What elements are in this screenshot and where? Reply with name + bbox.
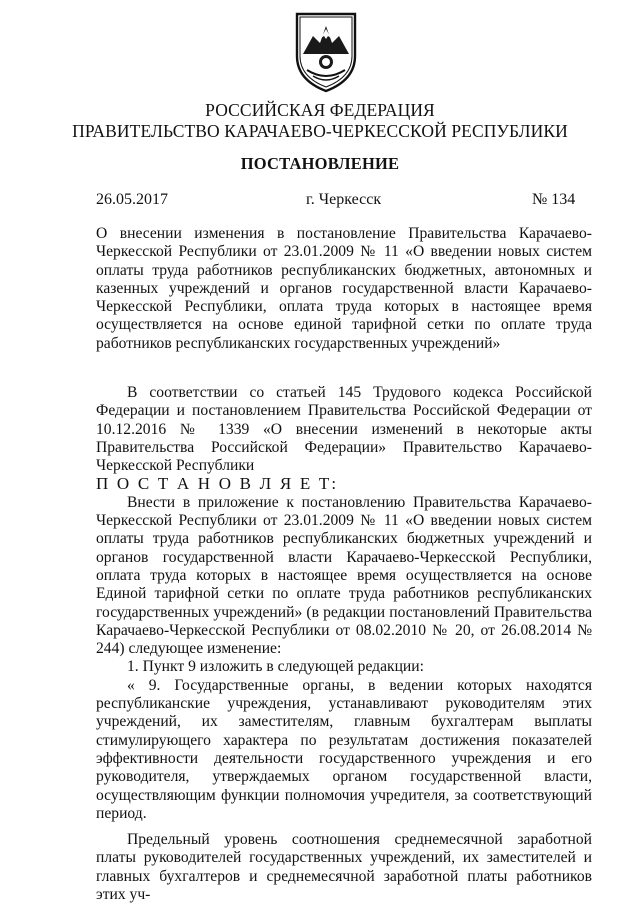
document-title: ПОСТАНОВЛЕНИЕ xyxy=(240,154,400,173)
amendment-paragraph: Внести в приложение к постановлению Правительства Карачаево-Черкесской Республики от 23.01.2009 № 11 «О введении новых систем оплаты труда работников республиканских бюджетных учреждений и органов государственной власти Карачаево-Черкесской Республики, оплата труда которых в настоящее время осуществляется на основе Единой тарифной сетки по оплате труда работников республиканских государственных учреждений» (в редакции постановлений Правительства Карачаево-Черкесской Республики от 08.02.2010 № 20, от 26.08.2014 № 244) следующее изменение: xyxy=(96,493,592,658)
subject-paragraph xyxy=(96,225,592,353)
government-header: ПРАВИТЕЛЬСТВО КАРАЧАЕВО-ЧЕРКЕССКОЙ РЕСПУБЛИКИ xyxy=(72,121,568,141)
document-city: г. Черкесск xyxy=(306,191,382,208)
quoted-clause-9: « 9. Государственные органы, в ведении которых находятся республиканские учреждения, устанавливают руководителям этих учреждений, их заместителям, главным бухгалтерам выплаты стимулирующего характера по результатам достижения показателей эффективности деятельности государственного учреждения и его руководителя, утверждаемых органом государственной власти, осуществляющим функции полномочия учредителя, за соответствующий период. xyxy=(96,676,592,822)
preamble-paragraph: В соответствии со статьей 145 Трудового кодекса Российской Федерации и постановлением Правительства Российской Федерации от 10.12.2016 № 1339 «О внесении изменений в некоторые акты Правительства Российской Федерации» Правительство Карачаево-Черкесской Республики xyxy=(96,384,592,475)
coat-of-arms-emblem xyxy=(293,10,359,94)
subject-text: О внесении изменения в постановление Правительства Карачаево-Черкесской Республики от 23.01.2009 № 11 «О введении новых систем оплаты труда работников республиканских бюджетных, автономных и казенных учреждений и органов государственной власти Карачаево-Черкесской Республики, оплата труда которых в настоящее время осуществляется на основе единой тарифной сетки по оплате труда работников республиканских государственных учреждений» xyxy=(96,225,592,352)
decree-heading: П О С Т А Н О В Л Я Е Т: xyxy=(96,474,339,494)
document-number: № 134 xyxy=(532,191,576,208)
item-1-paragraph: 1. Пункт 9 изложить в следующей редакции: xyxy=(127,658,424,676)
salary-ratio-paragraph: Предельный уровень соотношения среднемесячной заработной платы руководителей государственных учреждений, их заместителей и главных бухгалтеров и среднемесячной заработной платы работников этих уч- xyxy=(96,831,592,904)
document-date: 26.05.2017 xyxy=(96,191,168,208)
country-header: РОССИЙСКАЯ ФЕДЕРАЦИЯ xyxy=(205,100,435,120)
body-section xyxy=(96,384,592,904)
